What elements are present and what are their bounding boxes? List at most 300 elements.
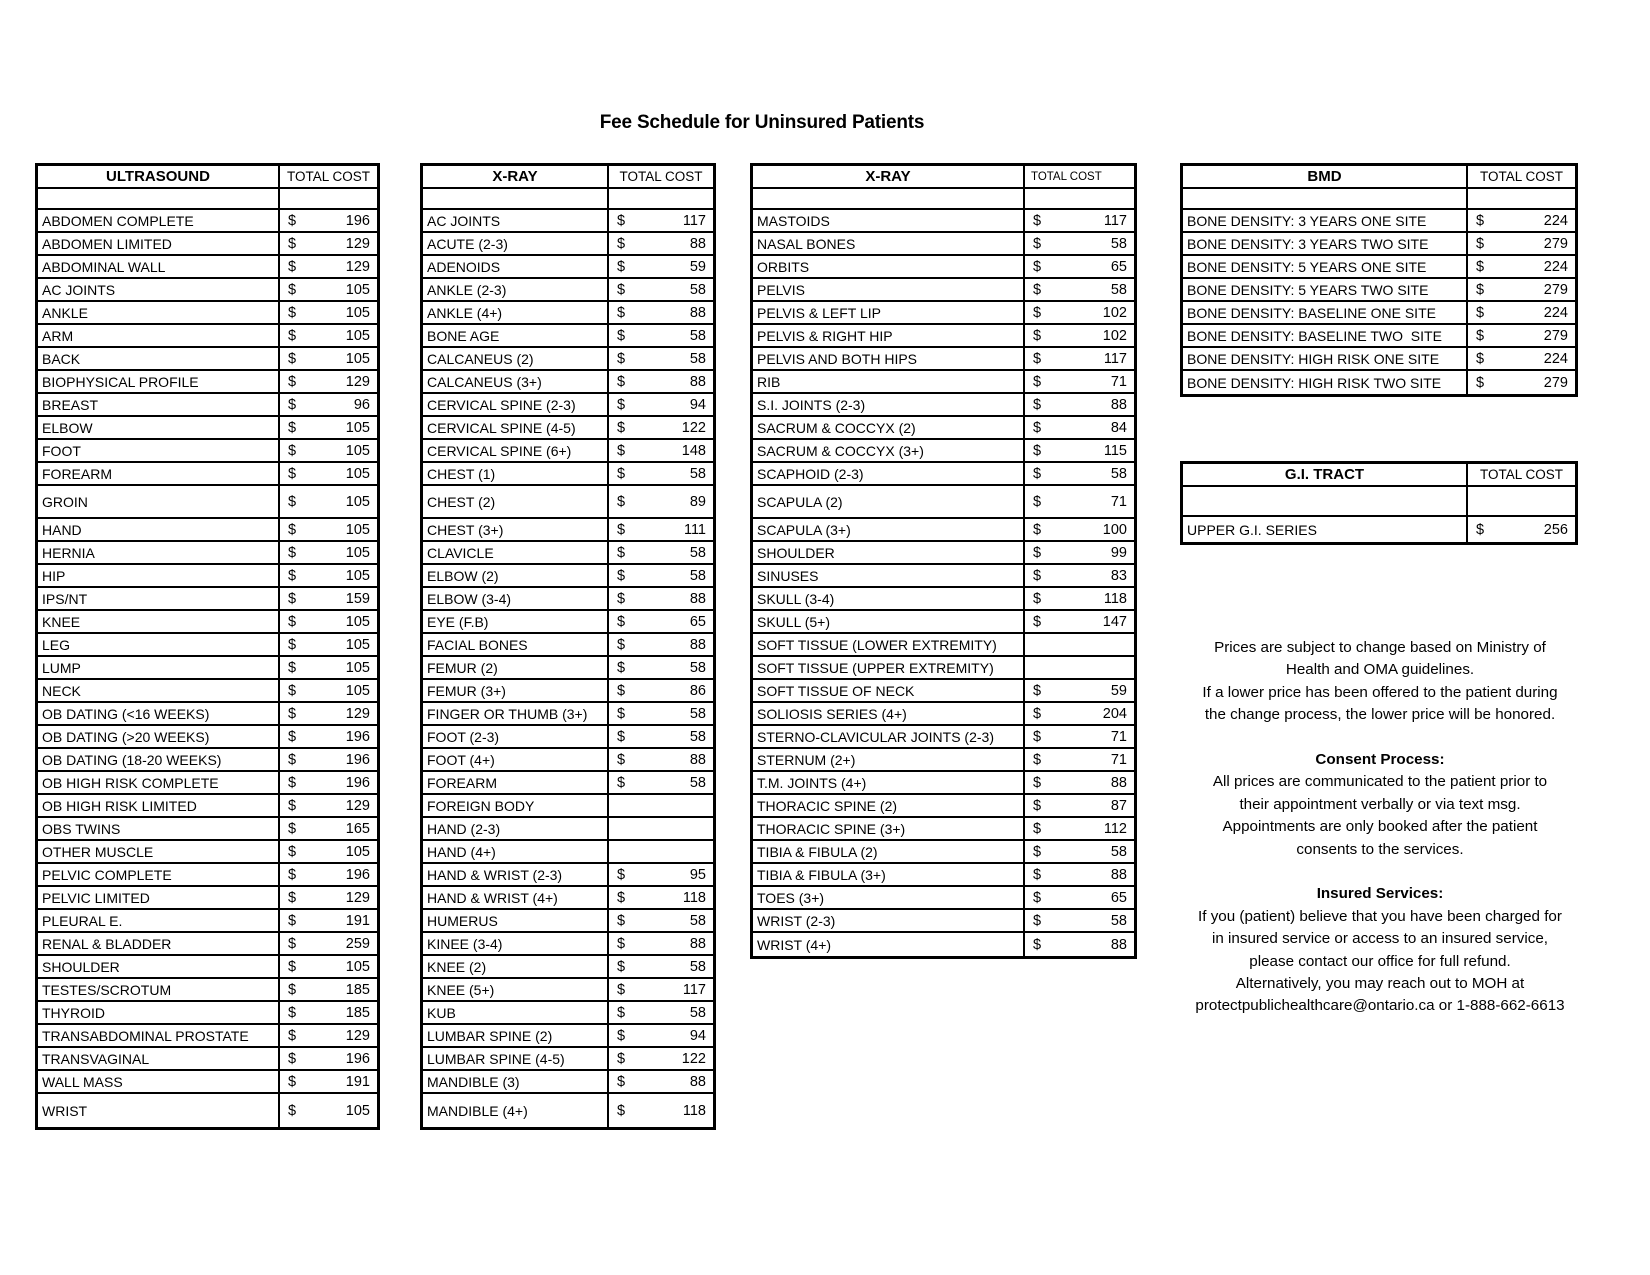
service-label: SOFT TISSUE (UPPER EXTREMITY) (753, 657, 1025, 680)
cost-value: 118 (1103, 590, 1127, 607)
service-label: FOREARM (38, 463, 280, 486)
cost-value: 88 (689, 751, 706, 768)
dollar-sign: $ (288, 544, 297, 561)
service-cost (280, 417, 377, 440)
service-cost (280, 394, 377, 417)
service-label: GROIN (38, 486, 280, 519)
cost-value: 105 (345, 659, 370, 676)
service-cost (1025, 887, 1134, 910)
dollar-sign: $ (1476, 281, 1485, 298)
service-label: HIP (38, 565, 280, 588)
blank-row (1183, 189, 1575, 210)
cost-value: 88 (689, 373, 706, 390)
service-cost (609, 703, 713, 726)
dollar-sign: $ (288, 659, 297, 676)
cost-value: 94 (689, 1027, 706, 1044)
table-row (423, 417, 713, 440)
note-line: protectpublichealthcare@ontario.ca or 1-888-662-6613 (1195, 997, 1565, 1015)
cost-value: 148 (681, 442, 706, 459)
cost-value: 105 (345, 281, 370, 298)
service-label: FOOT (2-3) (423, 726, 609, 749)
cost-value: 65 (1110, 889, 1127, 906)
service-cost (280, 887, 377, 910)
service-cost (280, 1002, 377, 1025)
dollar-sign: $ (617, 682, 626, 699)
service-label: OB DATING (<16 WEEKS) (38, 703, 280, 726)
dollar-sign: $ (617, 590, 626, 607)
service-label: LEG (38, 634, 280, 657)
table-row (423, 348, 713, 371)
service-cost (280, 611, 377, 634)
service-cost (1025, 394, 1134, 417)
cost-value: 59 (689, 258, 706, 275)
service-label: HAND (38, 519, 280, 542)
table-row (753, 394, 1134, 417)
service-cost (609, 588, 713, 611)
table-row (423, 1002, 713, 1025)
service-label: RENAL & BLADDER (38, 933, 280, 956)
table-row (753, 933, 1134, 956)
cost-value: 117 (682, 981, 706, 998)
service-cost (280, 703, 377, 726)
table-row (38, 565, 377, 588)
cost-value: 58 (689, 465, 706, 482)
service-label: BONE AGE (423, 325, 609, 348)
note-line: Appointments are only booked after the patient (1222, 818, 1538, 836)
cost-value: 59 (1110, 682, 1127, 699)
service-label: SCAPULA (2) (753, 486, 1025, 519)
dollar-sign: $ (1033, 613, 1042, 630)
cost-value: 58 (689, 705, 706, 722)
table-row (38, 325, 377, 348)
consent-process-title: Consent Process: (1315, 751, 1445, 769)
service-cost (609, 1002, 713, 1025)
service-cost (1468, 302, 1575, 325)
service-cost (280, 588, 377, 611)
service-label: PELVIS & LEFT LIP (753, 302, 1025, 325)
service-cost (609, 933, 713, 956)
note-line: If you (patient) believe that you have been charged for (1198, 907, 1562, 925)
service-label: THYROID (38, 1002, 280, 1025)
dollar-sign: $ (1033, 396, 1042, 413)
cost-value: 196 (345, 866, 370, 883)
table-row (753, 841, 1134, 864)
table-row (38, 371, 377, 394)
service-cost (1025, 302, 1134, 325)
table-row (423, 910, 713, 933)
service-label: BONE DENSITY: 5 YEARS TWO SITE (1183, 279, 1468, 302)
cost-value: 129 (345, 258, 370, 275)
dollar-sign: $ (1033, 682, 1042, 699)
cost-value: 58 (1110, 235, 1127, 252)
service-cost (280, 749, 377, 772)
table-row (1183, 348, 1575, 371)
cost-value: 58 (689, 350, 706, 367)
service-cost (1468, 348, 1575, 371)
table-row (38, 348, 377, 371)
service-cost (1025, 371, 1134, 394)
table-row (1183, 517, 1575, 542)
dollar-sign: $ (1033, 912, 1042, 929)
dollar-sign: $ (617, 373, 626, 390)
table-row (423, 463, 713, 486)
cost-column-header: TOTAL COST (1468, 166, 1575, 189)
dollar-sign: $ (617, 304, 626, 321)
dollar-sign: $ (288, 1102, 297, 1119)
service-label: ELBOW (2) (423, 565, 609, 588)
table-title: X-RAY (753, 166, 1025, 189)
dollar-sign: $ (288, 396, 297, 413)
table-row (423, 841, 713, 864)
service-cost (1025, 325, 1134, 348)
cost-value: 87 (1110, 797, 1127, 814)
service-label: S.I. JOINTS (2-3) (753, 394, 1025, 417)
service-label: KUB (423, 1002, 609, 1025)
table-row (38, 486, 377, 519)
service-label: MANDIBLE (4+) (423, 1094, 609, 1127)
dollar-sign: $ (617, 935, 626, 952)
service-cost (609, 519, 713, 542)
cost-value: 102 (1102, 304, 1127, 321)
cost-value: 88 (689, 935, 706, 952)
service-label: TESTES/SCROTUM (38, 979, 280, 1002)
service-label: CERVICAL SPINE (2-3) (423, 394, 609, 417)
service-cost (1025, 772, 1134, 795)
service-label: THORACIC SPINE (3+) (753, 818, 1025, 841)
service-label: FINGER OR THUMB (3+) (423, 703, 609, 726)
dollar-sign: $ (617, 281, 626, 298)
service-label: CALCANEUS (3+) (423, 371, 609, 394)
service-cost (1025, 486, 1134, 519)
dollar-sign: $ (617, 1102, 626, 1119)
service-label: WRIST (4+) (753, 933, 1025, 956)
dollar-sign: $ (1476, 350, 1485, 367)
table-row (423, 233, 713, 256)
note-line: in insured service or access to an insured service, (1212, 930, 1548, 948)
service-label: TIBIA & FIBULA (2) (753, 841, 1025, 864)
table-row (423, 772, 713, 795)
service-cost (609, 772, 713, 795)
table-row (38, 463, 377, 486)
service-cost (280, 956, 377, 979)
service-cost (1025, 841, 1134, 864)
service-label: PLEURAL E. (38, 910, 280, 933)
dollar-sign: $ (1033, 281, 1042, 298)
dollar-sign: $ (617, 442, 626, 459)
table-row (423, 371, 713, 394)
table-row (38, 1071, 377, 1094)
service-cost (1025, 657, 1134, 680)
service-label: ANKLE (2-3) (423, 279, 609, 302)
service-cost (280, 979, 377, 1002)
cost-value: 58 (689, 659, 706, 676)
insured-services-title: Insured Services: (1316, 885, 1444, 903)
service-cost (609, 565, 713, 588)
table-row (423, 864, 713, 887)
service-cost (280, 818, 377, 841)
cost-value: 122 (681, 1050, 706, 1067)
service-label: TIBIA & FIBULA (3+) (753, 864, 1025, 887)
gi-tract-table (1180, 461, 1578, 545)
dollar-sign: $ (1033, 304, 1042, 321)
dollar-sign: $ (617, 419, 626, 436)
table-row (423, 1071, 713, 1094)
cost-value: 58 (689, 544, 706, 561)
service-cost (609, 1025, 713, 1048)
cost-value: 196 (345, 212, 370, 229)
dollar-sign: $ (617, 327, 626, 344)
cost-column-header: TOTAL COST (1468, 464, 1575, 487)
service-label: PELVIS & RIGHT HIP (753, 325, 1025, 348)
service-label: TRANSVAGINAL (38, 1048, 280, 1071)
note-line: Health and OMA guidelines. (1285, 661, 1475, 679)
service-label: BONE DENSITY: 3 YEARS ONE SITE (1183, 210, 1468, 233)
dollar-sign: $ (288, 682, 297, 699)
cost-value: 65 (1110, 258, 1127, 275)
service-label: SKULL (5+) (753, 611, 1025, 634)
dollar-sign: $ (288, 590, 297, 607)
dollar-sign: $ (617, 774, 626, 791)
service-cost (609, 371, 713, 394)
dollar-sign: $ (1033, 258, 1042, 275)
service-label: ELBOW (38, 417, 280, 440)
service-label: HAND & WRIST (4+) (423, 887, 609, 910)
cost-column-header: TOTAL COST (609, 166, 713, 189)
table-header-row (1183, 166, 1575, 189)
service-label: ANKLE (4+) (423, 302, 609, 325)
dollar-sign: $ (617, 521, 626, 538)
cost-value: 279 (1543, 235, 1568, 252)
table-row (753, 864, 1134, 887)
dollar-sign: $ (617, 465, 626, 482)
xray-table-2 (750, 163, 1137, 959)
service-label: KNEE (5+) (423, 979, 609, 1002)
service-label: NASAL BONES (753, 233, 1025, 256)
dollar-sign: $ (288, 1073, 297, 1090)
service-label: EYE (F.B) (423, 611, 609, 634)
table-row (38, 611, 377, 634)
service-cost (280, 726, 377, 749)
service-cost (1468, 256, 1575, 279)
table-row (753, 371, 1134, 394)
dollar-sign: $ (288, 1027, 297, 1044)
table-row (753, 657, 1134, 680)
cost-value: 71 (1110, 373, 1127, 390)
service-label: BONE DENSITY: HIGH RISK ONE SITE (1183, 348, 1468, 371)
dollar-sign: $ (288, 373, 297, 390)
table-row (38, 979, 377, 1002)
cost-value: 105 (345, 1102, 370, 1119)
cost-value: 129 (345, 1027, 370, 1044)
service-cost (1025, 565, 1134, 588)
dollar-sign: $ (617, 1073, 626, 1090)
dollar-sign: $ (288, 327, 297, 344)
service-cost (609, 542, 713, 565)
table-header-row (1183, 464, 1575, 487)
table-title: G.I. TRACT (1183, 464, 1468, 487)
note-line: consents to the services. (1296, 840, 1464, 858)
table-row (423, 1025, 713, 1048)
table-row (38, 795, 377, 818)
dollar-sign: $ (617, 1050, 626, 1067)
service-label: CHEST (3+) (423, 519, 609, 542)
table-row (423, 749, 713, 772)
service-label: FOOT (4+) (423, 749, 609, 772)
dollar-sign: $ (288, 1004, 297, 1021)
service-cost (1025, 749, 1134, 772)
cost-value: 58 (689, 281, 706, 298)
service-label: RIB (753, 371, 1025, 394)
service-label: SHOULDER (753, 542, 1025, 565)
cost-value: 279 (1543, 374, 1568, 391)
cost-value: 117 (682, 212, 706, 229)
note-line: the change process, the lower price will be honored. (1204, 706, 1556, 724)
cost-value: 58 (1110, 281, 1127, 298)
cost-value: 105 (345, 682, 370, 699)
dollar-sign: $ (1033, 442, 1042, 459)
cost-value: 204 (1102, 705, 1127, 722)
table-row (753, 210, 1134, 233)
service-label: CHEST (1) (423, 463, 609, 486)
cost-value: 89 (689, 493, 706, 510)
service-cost (609, 956, 713, 979)
service-label: BONE DENSITY: BASELINE ONE SITE (1183, 302, 1468, 325)
service-cost (609, 818, 713, 841)
dollar-sign: $ (288, 350, 297, 367)
cost-value: 105 (345, 350, 370, 367)
service-cost (1468, 517, 1575, 542)
table-row (38, 910, 377, 933)
dollar-sign: $ (617, 958, 626, 975)
dollar-sign: $ (288, 981, 297, 998)
dollar-sign: $ (1033, 751, 1042, 768)
service-cost (609, 657, 713, 680)
service-label: WRIST (38, 1094, 280, 1127)
service-cost (609, 979, 713, 1002)
service-label: TRANSABDOMINAL PROSTATE (38, 1025, 280, 1048)
cost-value: 71 (1110, 728, 1127, 745)
service-cost (280, 463, 377, 486)
table-row (753, 749, 1134, 772)
cost-value: 196 (345, 751, 370, 768)
table-row (753, 302, 1134, 325)
note-line: their appointment verbally or via text msg. (1239, 795, 1521, 813)
dollar-sign: $ (288, 567, 297, 584)
dollar-sign: $ (1033, 705, 1042, 722)
service-label: PELVIC COMPLETE (38, 864, 280, 887)
dollar-sign: $ (1033, 797, 1042, 814)
dollar-sign: $ (288, 258, 297, 275)
bmd-table (1180, 163, 1578, 397)
dollar-sign: $ (288, 728, 297, 745)
service-cost (1025, 680, 1134, 703)
table-row (423, 1094, 713, 1127)
service-label: CERVICAL SPINE (4-5) (423, 417, 609, 440)
cost-value: 111 (683, 521, 706, 538)
service-cost (280, 519, 377, 542)
table-row (38, 1002, 377, 1025)
service-label: HUMERUS (423, 910, 609, 933)
service-cost (280, 256, 377, 279)
table-row (1183, 210, 1575, 233)
service-label: T.M. JOINTS (4+) (753, 772, 1025, 795)
dollar-sign: $ (1476, 235, 1485, 252)
service-cost (1025, 726, 1134, 749)
cost-value: 83 (1110, 567, 1127, 584)
service-cost (609, 1048, 713, 1071)
service-label: KINEE (3-4) (423, 933, 609, 956)
service-label: IPS/NT (38, 588, 280, 611)
cost-value: 191 (345, 1073, 370, 1090)
cost-value: 129 (345, 705, 370, 722)
service-cost (1025, 634, 1134, 657)
service-cost (609, 726, 713, 749)
service-cost (280, 933, 377, 956)
dollar-sign: $ (288, 958, 297, 975)
dollar-sign: $ (1476, 258, 1485, 275)
dollar-sign: $ (617, 912, 626, 929)
cost-value: 58 (1110, 465, 1127, 482)
table-row (423, 440, 713, 463)
service-cost (609, 394, 713, 417)
dollar-sign: $ (288, 281, 297, 298)
table-row (423, 565, 713, 588)
cost-value: 88 (1110, 774, 1127, 791)
dollar-sign: $ (617, 636, 626, 653)
table-row (753, 440, 1134, 463)
cost-value: 105 (345, 636, 370, 653)
dollar-sign: $ (1476, 212, 1485, 229)
table-row (753, 348, 1134, 371)
table-row (38, 440, 377, 463)
service-label: OBS TWINS (38, 818, 280, 841)
service-cost (609, 795, 713, 818)
table-row (423, 486, 713, 519)
service-label: OB HIGH RISK COMPLETE (38, 772, 280, 795)
cost-value: 88 (689, 636, 706, 653)
dollar-sign: $ (288, 613, 297, 630)
service-cost (280, 910, 377, 933)
cost-value: 88 (1110, 396, 1127, 413)
table-row (38, 634, 377, 657)
table-row (753, 818, 1134, 841)
table-row (38, 588, 377, 611)
service-cost (280, 279, 377, 302)
service-cost (609, 348, 713, 371)
service-label: SHOULDER (38, 956, 280, 979)
cost-value: 88 (689, 590, 706, 607)
service-cost (609, 680, 713, 703)
dollar-sign: $ (288, 465, 297, 482)
service-label: TOES (3+) (753, 887, 1025, 910)
service-cost (1025, 440, 1134, 463)
service-cost (280, 371, 377, 394)
cost-value: 224 (1543, 258, 1568, 275)
service-cost (1468, 371, 1575, 394)
table-row (423, 634, 713, 657)
table-header-row (753, 166, 1134, 189)
cost-value: 99 (1110, 544, 1127, 561)
service-cost (609, 302, 713, 325)
service-cost (1025, 542, 1134, 565)
service-cost (609, 611, 713, 634)
table-row (753, 417, 1134, 440)
table-row (38, 417, 377, 440)
service-cost (1025, 933, 1134, 956)
note-line: please contact our office for full refund. (1249, 952, 1511, 970)
cost-value: 117 (1103, 350, 1127, 367)
cost-value: 88 (689, 304, 706, 321)
